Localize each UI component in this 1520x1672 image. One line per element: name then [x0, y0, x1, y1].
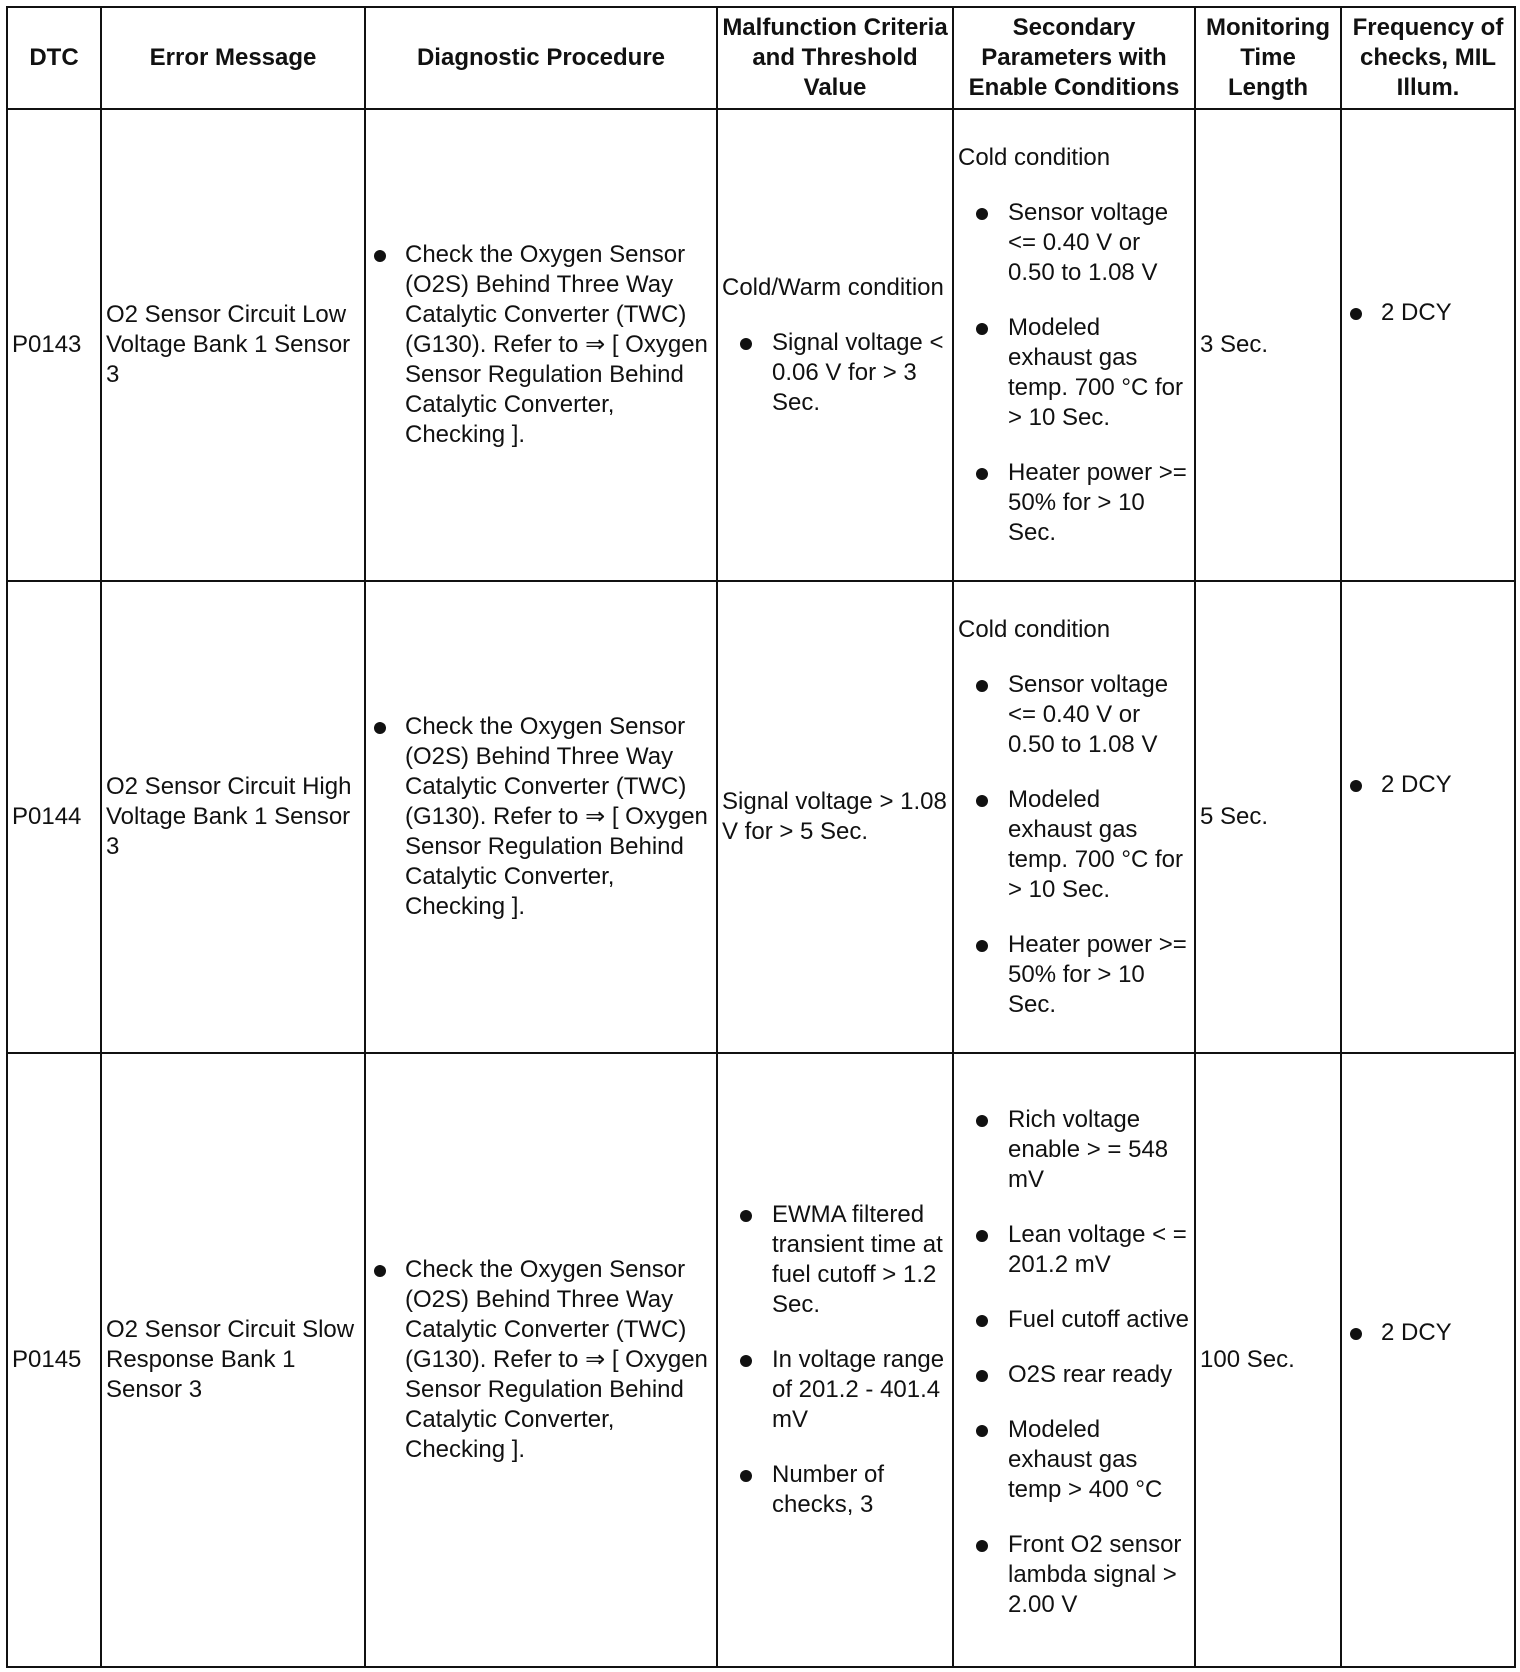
- diagnostic-procedure-text: Check the Oxygen Sensor (O2S) Behind Three Way Catalytic Converter (TWC) (G130). Refer to ⇒ [ Oxygen Sensor Regulation Behind Catalytic Converter, Checking ].: [370, 240, 712, 450]
- table-row: [7, 1053, 1515, 1667]
- criteria-item: EWMA filtered transient time at fuel cutoff > 1.2 Sec.: [722, 1200, 948, 1320]
- diagnostic-procedure-text: Check the Oxygen Sensor (O2S) Behind Three Way Catalytic Converter (TWC) (G130). Refer to ⇒ [ Oxygen Sensor Regulation Behind Catalytic Converter, Checking ].: [370, 712, 712, 922]
- monitoring-time: 3 Sec.: [1195, 109, 1341, 581]
- error-message: O2 Sensor Circuit Slow Response Bank 1 Sensor 3: [101, 1053, 365, 1667]
- frequency-value: 2 DCY: [1346, 298, 1510, 328]
- criteria-item: Number of checks, 3: [722, 1460, 948, 1520]
- header-error-message: Error Message: [101, 7, 365, 109]
- header-frequency: Frequency of checks, MIL Illum.: [1341, 7, 1515, 109]
- malfunction-criteria: Signal voltage > 1.08 V for > 5 Sec.: [717, 581, 953, 1053]
- secondary-item: Sensor voltage <= 0.40 V or 0.50 to 1.08 V: [958, 198, 1190, 288]
- secondary-item: Modeled exhaust gas temp. 700 °C for > 10 Sec.: [958, 785, 1190, 905]
- criteria-item: Signal voltage < 0.06 V for > 3 Sec.: [722, 328, 948, 418]
- secondary-item: Fuel cutoff active: [958, 1305, 1190, 1335]
- dtc-code: P0145: [7, 1053, 101, 1667]
- frequency: [1341, 109, 1515, 581]
- dtc-code: P0144: [7, 581, 101, 1053]
- monitoring-time: 100 Sec.: [1195, 1053, 1341, 1667]
- secondary-parameters: [953, 109, 1195, 581]
- frequency-value: 2 DCY: [1346, 1318, 1510, 1348]
- header-diagnostic-procedure: Diagnostic Procedure: [365, 7, 717, 109]
- secondary-item: Front O2 sensor lambda signal > 2.00 V: [958, 1530, 1190, 1620]
- malfunction-criteria: [717, 109, 953, 581]
- secondary-item: Rich voltage enable > = 548 mV: [958, 1105, 1190, 1195]
- secondary-item: Heater power >= 50% for > 10 Sec.: [958, 930, 1190, 1020]
- error-message: O2 Sensor Circuit High Voltage Bank 1 Sensor 3: [101, 581, 365, 1053]
- monitoring-time: 5 Sec.: [1195, 581, 1341, 1053]
- header-row: [7, 7, 1515, 109]
- diagnostic-procedure-text: Check the Oxygen Sensor (O2S) Behind Three Way Catalytic Converter (TWC) (G130). Refer to ⇒ [ Oxygen Sensor Regulation Behind Catalytic Converter, Checking ].: [370, 1255, 712, 1465]
- diagnostic-procedure: [365, 109, 717, 581]
- malfunction-criteria: [717, 1053, 953, 1667]
- secondary-parameters: [953, 1053, 1195, 1667]
- header-dtc: DTC: [7, 7, 101, 109]
- diagnostic-procedure: [365, 581, 717, 1053]
- dtc-table: [6, 6, 1516, 1668]
- header-secondary-parameters: Secondary Parameters with Enable Conditions: [953, 7, 1195, 109]
- criteria-condition: Cold/Warm condition: [722, 273, 944, 301]
- secondary-parameters: [953, 581, 1195, 1053]
- table-row: [7, 581, 1515, 1053]
- secondary-item: Sensor voltage <= 0.40 V or 0.50 to 1.08 V: [958, 670, 1190, 760]
- secondary-item: Modeled exhaust gas temp. 700 °C for > 10 Sec.: [958, 313, 1190, 433]
- diagnostic-procedure: [365, 1053, 717, 1667]
- criteria-item: In voltage range of 201.2 - 401.4 mV: [722, 1345, 948, 1435]
- secondary-condition: Cold condition: [958, 615, 1111, 643]
- secondary-item: Heater power >= 50% for > 10 Sec.: [958, 458, 1190, 548]
- secondary-item: Modeled exhaust gas temp > 400 °C: [958, 1415, 1190, 1505]
- table-row: [7, 109, 1515, 581]
- secondary-condition: Cold condition: [958, 143, 1111, 171]
- frequency: [1341, 1053, 1515, 1667]
- header-monitoring-time: Monitoring Time Length: [1195, 7, 1341, 109]
- secondary-item: O2S rear ready: [958, 1360, 1190, 1390]
- error-message: O2 Sensor Circuit Low Voltage Bank 1 Sensor 3: [101, 109, 365, 581]
- header-malfunction-criteria: Malfunction Criteria and Threshold Value: [717, 7, 953, 109]
- frequency-value: 2 DCY: [1346, 770, 1510, 800]
- frequency: [1341, 581, 1515, 1053]
- secondary-item: Lean voltage < = 201.2 mV: [958, 1220, 1190, 1280]
- dtc-code: P0143: [7, 109, 101, 581]
